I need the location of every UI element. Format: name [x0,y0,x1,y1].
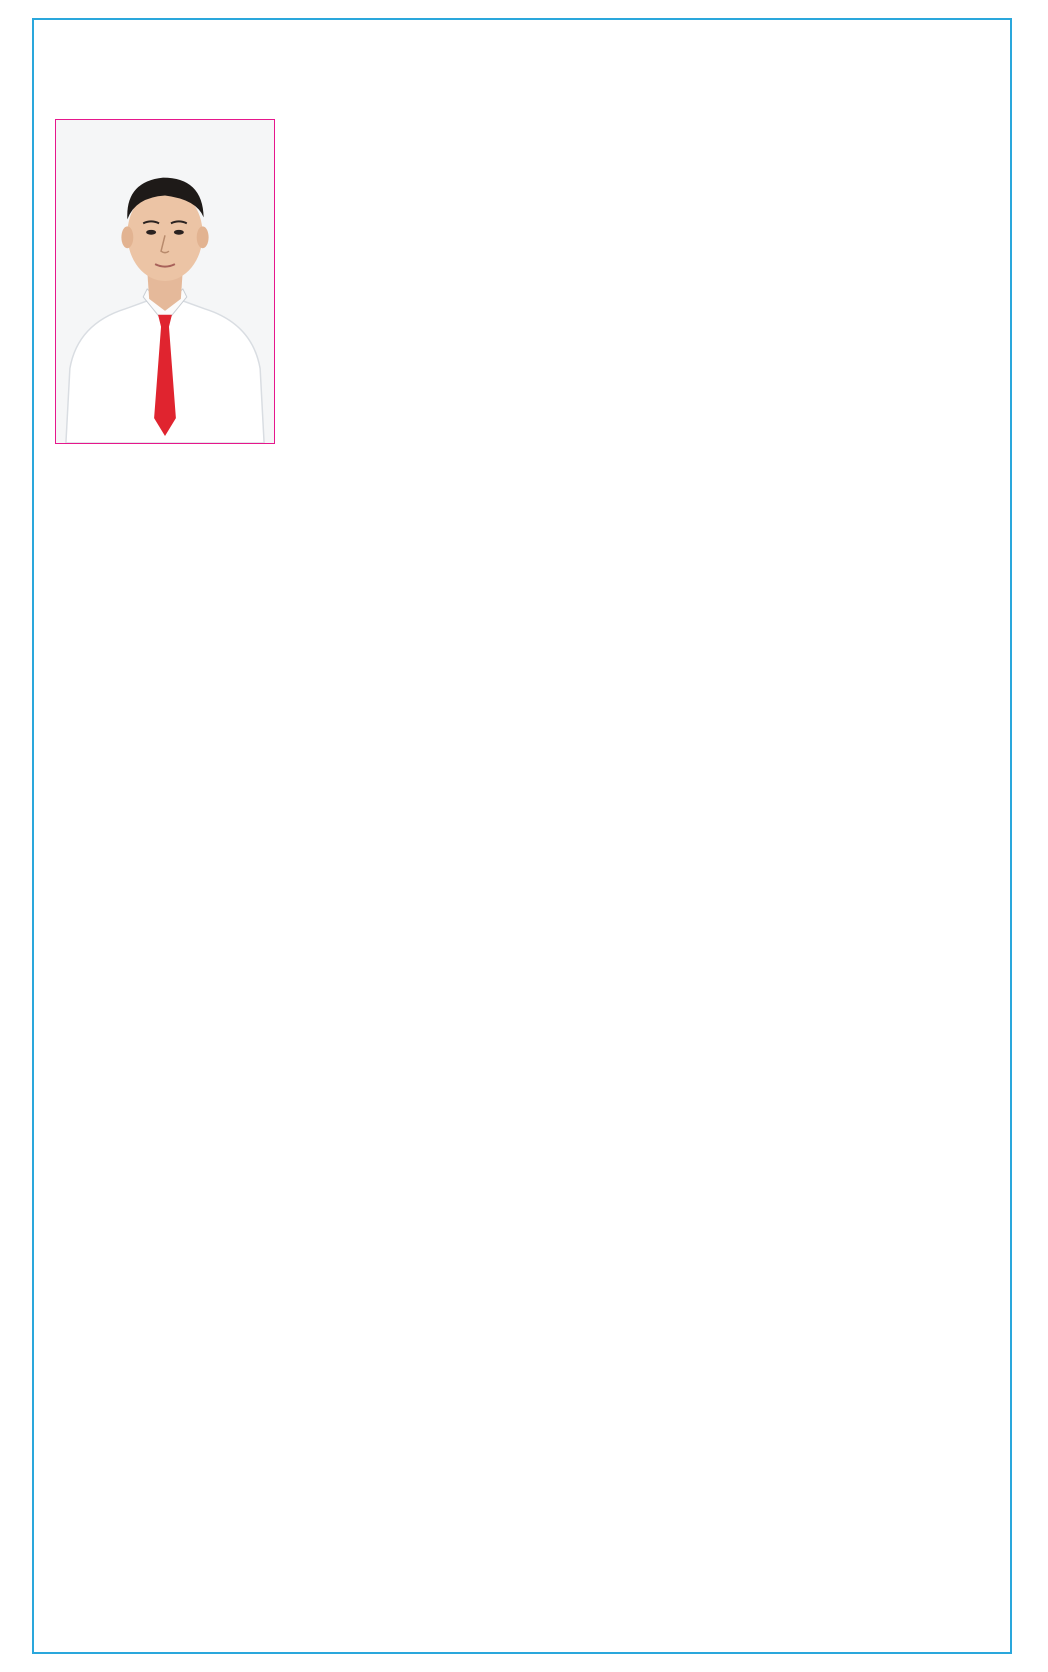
candidate-portrait [55,119,275,444]
